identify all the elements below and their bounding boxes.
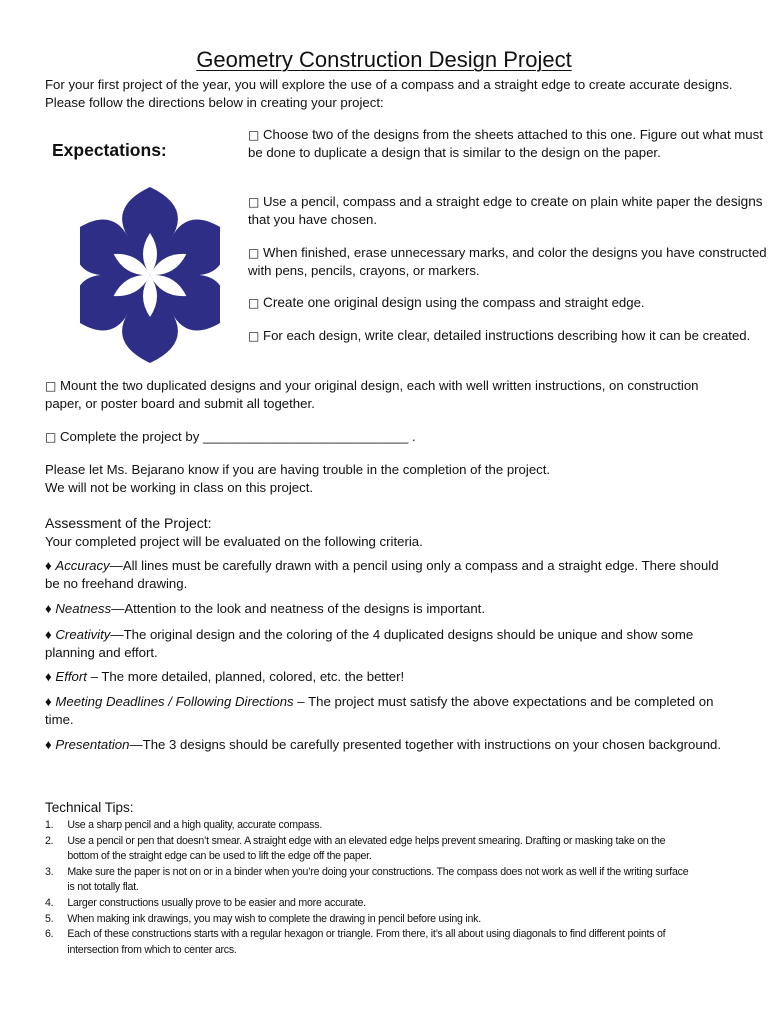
list-item: 5. When making ink drawings, you may wish to complete the drawing in pencil before using ink. — [45, 912, 481, 925]
tips-heading: Technical Tips: — [45, 800, 134, 815]
list-item: 6. Each of these constructions starts with a regular hexagon or triangle. From there, it’s all about using diagonals to find different points of intersection from which to center arcs. — [45, 928, 666, 956]
help-line: Please let Ms. Bejarano know if you are having trouble in the completion of the project. — [45, 462, 551, 477]
expectation-item: □ For each design, write clear, detailed instructions describing how it can be created. — [248, 328, 751, 343]
diamond-icon: ♦ — [45, 627, 52, 642]
criterion-item: ♦ Effort – The more detailed, planned, colored, etc. the better! — [45, 669, 405, 684]
mount-instruction: □ Mount the two duplicated designs and your original design, each with well written instructions, on construction paper, or poster board and submit all together. — [45, 378, 699, 411]
criterion-item: ♦ Presentation—The 3 designs should be carefully presented together with instructions on your chosen background. — [45, 737, 722, 752]
flower-emblem-icon — [80, 186, 220, 364]
checkbox-glyph: □ — [248, 296, 260, 310]
checkbox-glyph: □ — [248, 246, 260, 260]
tips-list — [45, 818, 696, 958]
expectation-item: □ Use a pencil, compass and a straight edge to create on plain white paper the designs that you have chosen. — [248, 194, 763, 227]
checkbox-glyph: □ — [45, 379, 57, 393]
criterion-item: ♦ Neatness—Attention to the look and neatness of the designs is important. — [45, 601, 485, 616]
checkbox-glyph: □ — [45, 430, 57, 444]
diamond-icon: ♦ — [45, 601, 52, 616]
checkbox-glyph: □ — [248, 329, 260, 343]
criterion-item: ♦ Meeting Deadlines / Following Directions – The project must satisfy the above expectations and be completed on time. — [45, 694, 714, 727]
due-date-line: □ Complete the project by ____________________________ . — [45, 429, 416, 444]
diamond-icon: ♦ — [45, 558, 52, 573]
intro-paragraph: For your first project of the year, you will explore the use of a compass and a straight edge to create accurate designs. Please follow the directions below in creating your project: — [45, 77, 733, 110]
list-item: 4. Larger constructions usually prove to be easier and more accurate. — [45, 896, 366, 909]
diamond-icon: ♦ — [45, 669, 52, 684]
expectations-heading: Expectations: — [52, 140, 167, 160]
diamond-icon: ♦ — [45, 737, 52, 752]
emblem-petal — [122, 311, 178, 363]
criterion-item: ♦ Accuracy—All lines must be carefully drawn with a pencil using only a compass and a straight edge. There should be no freehand drawing. — [45, 558, 719, 591]
help-line: We will not be working in class on this project. — [45, 480, 314, 495]
diamond-icon: ♦ — [45, 694, 52, 709]
list-item: 1. Use a sharp pencil and a high quality, accurate compass. — [45, 819, 323, 831]
list-item: 2. Use a pencil or pen that doesn’t smear. A straight edge with an elevated edge helps prevent smearing. Drafting or masking take on the bottom of the straight edge can be used to lift the edge off the paper. — [45, 834, 666, 863]
assessment-intro: Your completed project will be evaluated on the following criteria. — [45, 534, 423, 549]
assessment-heading: Assessment of the Project: — [45, 515, 212, 531]
expectation-item: □ Create one original design using the compass and straight edge. — [248, 295, 645, 310]
checkbox-glyph: □ — [248, 128, 260, 142]
emblem-petal — [122, 187, 178, 239]
expectation-item: □ Choose two of the designs from the sheets attached to this one. Figure out what must be done to duplicate a design that is similar to the design on the paper. — [248, 127, 763, 160]
expectation-item: □ When finished, erase unnecessary marks, and color the designs you have constructed with pens, pencils, crayons, or markers. — [248, 245, 767, 278]
list-item: 3. Make sure the paper is not on or in a binder when you’re doing your constructions. The compass does not work as well if the writing surface is not totally flat. — [45, 865, 689, 894]
page-title — [0, 46, 768, 74]
criterion-item: ♦ Creativity—The original design and the coloring of the 4 duplicated designs should be unique and show some planning and effort. — [45, 627, 694, 660]
title-text: Geometry Construction Design Project — [196, 47, 572, 72]
checkbox-glyph: □ — [248, 195, 260, 209]
